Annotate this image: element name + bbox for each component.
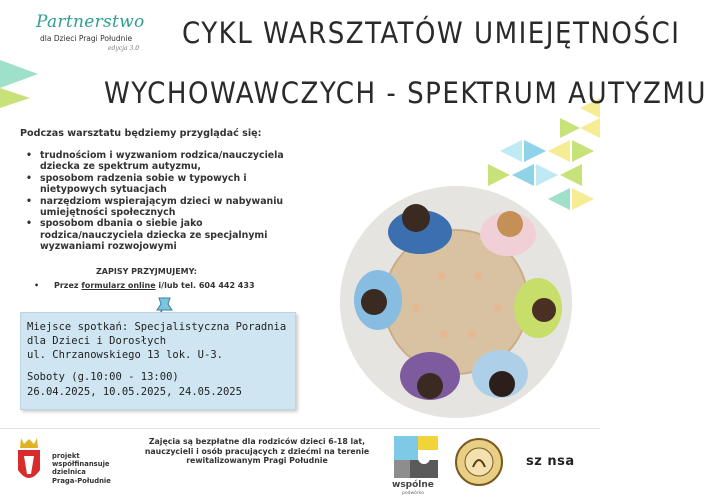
- meeting-dates: 26.04.2025, 10.05.2025, 24.05.2025: [27, 386, 242, 398]
- tpd-seal-icon: [454, 437, 504, 487]
- signup-line: [34, 281, 255, 290]
- project-credit: [52, 452, 111, 485]
- decor-triangle: [488, 164, 510, 186]
- project-credit-line: Praga-Południe: [52, 476, 111, 485]
- topics-list: [22, 150, 302, 253]
- signup-suffix: i/lub tel. 604 442 433: [155, 281, 255, 290]
- decor-triangle: [500, 140, 522, 162]
- decor-triangle: [572, 188, 594, 210]
- meeting-place-line-1: Miejsce spotkań: Specjalistyczna Poradnia: [27, 321, 287, 333]
- decor-triangle: [560, 164, 582, 186]
- signup-heading: ZAPISY PRZYJMUJEMY:: [96, 267, 197, 276]
- meeting-table-photo: [338, 184, 574, 420]
- partnership-logo-script: Partnerstwo: [36, 12, 145, 32]
- decor-triangle: [0, 60, 38, 88]
- meeting-address: ul. Chrzanowskiego 13 lok. U-3.: [27, 349, 223, 361]
- meeting-hours: Soboty (g.10:00 - 13:00): [27, 371, 179, 383]
- decor-triangle: [536, 164, 558, 186]
- intro-text: Podczas warsztatu będziemy przyglądać się:: [20, 128, 262, 139]
- partnership-logo-subtitle: dla Dzieci Pragi Południe: [40, 34, 133, 43]
- project-credit-line: współfinansuje: [52, 460, 110, 469]
- meeting-info-box: [20, 312, 296, 410]
- szansa-logo: sz nsa: [526, 454, 575, 469]
- signup-prefix: Przez: [54, 281, 82, 290]
- list-item: • narzędziom wspierającym dzieci w nabywaniu umiejętności społecznych: [22, 196, 302, 219]
- decor-triangle: [580, 118, 600, 138]
- online-form-link[interactable]: formularz online: [81, 281, 156, 290]
- list-item: • sposobom dbania o siebie jako rodzica/nauczyciela dziecka ze specjalnymi wyzwaniami rozwojowymi: [22, 218, 302, 252]
- signup-bullet: •: [34, 281, 40, 290]
- decor-triangle: [548, 140, 570, 162]
- decor-triangle: [560, 118, 580, 138]
- page-title-line-2: WYCHOWAWCZYCH - SPEKTRUM AUTYZMU: [104, 76, 707, 110]
- list-item: • sposobom radzenia sobie w typowych i nietypowych sytuacjach: [22, 173, 302, 196]
- project-credit-line: projekt: [52, 452, 80, 460]
- district-crest-icon: [14, 436, 44, 492]
- decor-triangle: [572, 140, 594, 162]
- decor-triangle: [512, 164, 534, 186]
- project-credit-line: dzielnica: [52, 468, 86, 477]
- wspolne-logo-text: wspólne: [392, 480, 434, 490]
- page-title-line-1: CYKL WARSZTATÓW UMIEJĘTNOŚCI: [182, 16, 681, 50]
- meeting-place-line-2: dla Dzieci i Dorosłych: [27, 335, 167, 347]
- footer-divider: [0, 428, 600, 429]
- decor-triangle: [0, 88, 30, 108]
- partnership-logo-edition: edycja 3.0: [108, 45, 140, 52]
- wspolne-logo-subtext: podwórko: [402, 491, 424, 496]
- free-classes-note: Zajęcia są bezpłatne dla rodziców dzieci 6-18 lat, nauczycieli i osób pracujących z dziećmi na terenie rewitalizowanym Pragi Południe: [144, 437, 370, 466]
- list-item: • trudnościom i wyzwaniom rodzica/nauczyciela dziecka ze spektrum autyzmu,: [22, 150, 302, 173]
- decor-triangle: [524, 140, 546, 162]
